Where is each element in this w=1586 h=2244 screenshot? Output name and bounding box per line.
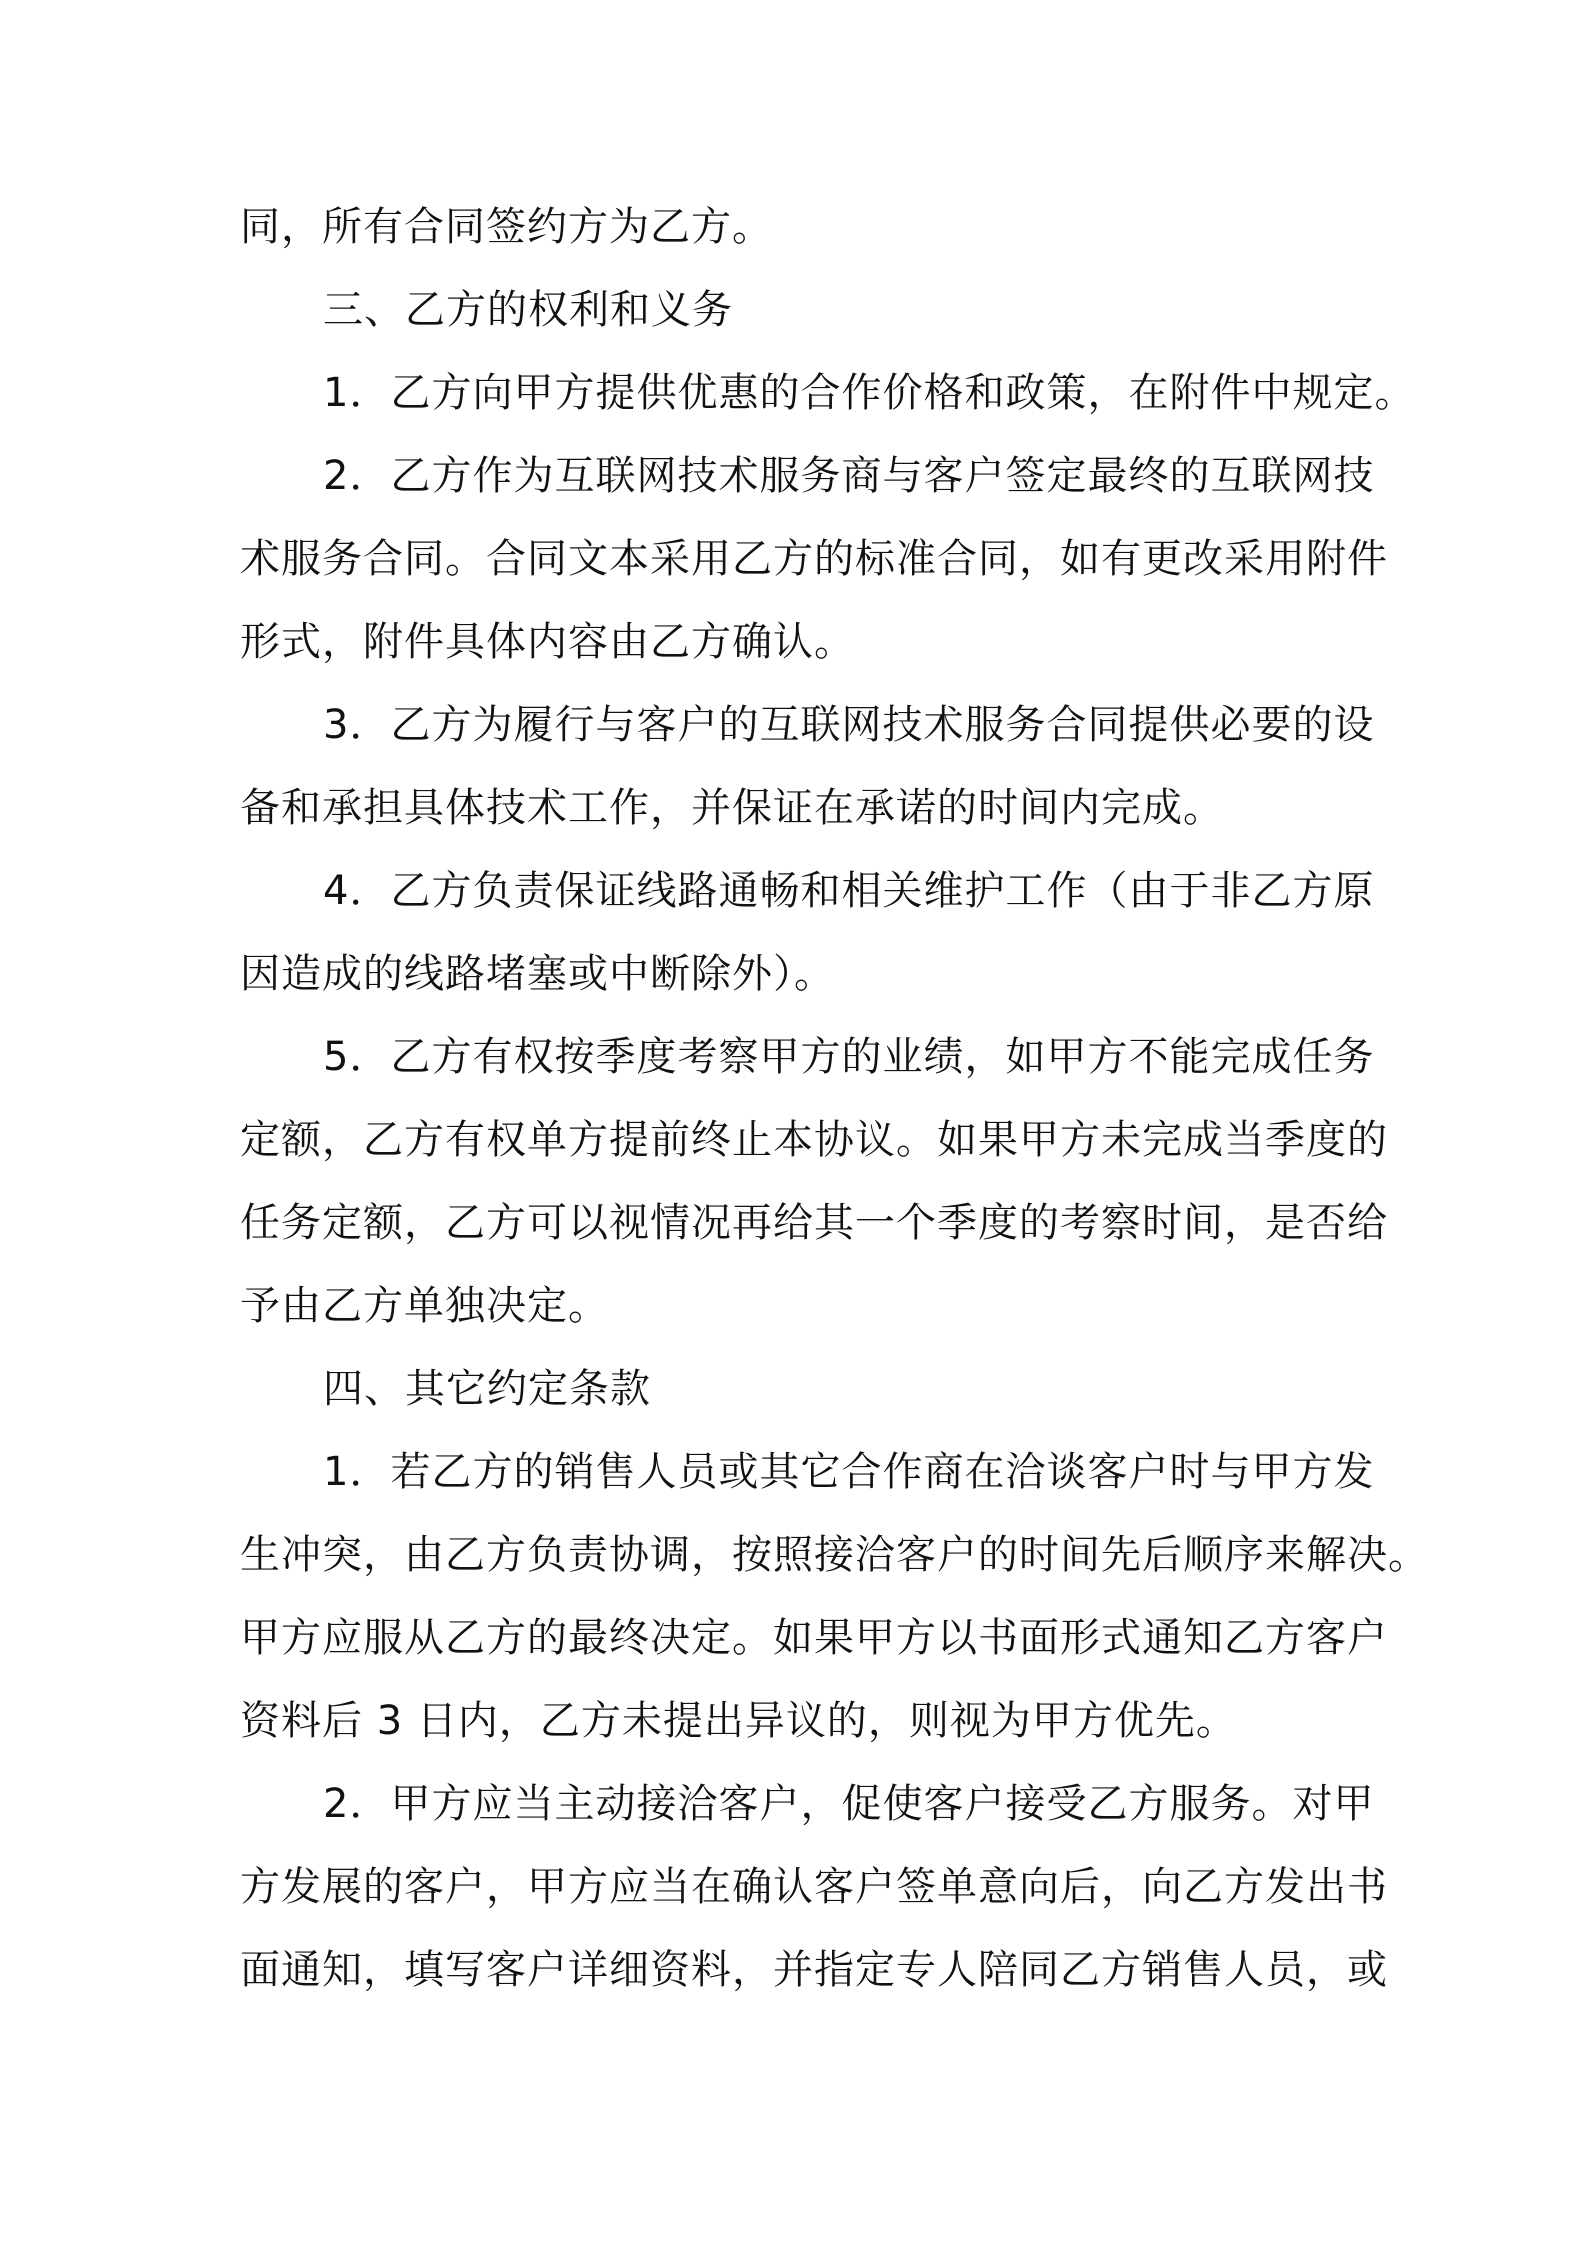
text-line: 定额，乙方有权单方提前终止本协议。如果甲方未完成当季度的 [240, 1117, 1388, 1163]
text-line: 任务定额，乙方可以视情况再给其一个季度的考察时间，是否给 [240, 1200, 1388, 1246]
text-line: 面通知，填写客户详细资料，并指定专人陪同乙方销售人员，或 [240, 1947, 1388, 1993]
text-line: 因造成的线路堵塞或中断除外）。 [240, 951, 835, 997]
text-line: 甲方应服从乙方的最终决定。如果甲方以书面形式通知乙方客户 [240, 1615, 1388, 1661]
text-line: 备和承担具体技术工作，并保证在承诺的时间内完成。 [240, 785, 1224, 831]
text-line: 术服务合同。合同文本采用乙方的标准合同，如有更改采用附件 [240, 536, 1388, 582]
text-line: 形式，附件具体内容由乙方确认。 [240, 619, 855, 665]
text-line: 2．甲方应当主动接洽客户，促使客户接受乙方服务。对甲 [323, 1781, 1375, 1827]
text-line: 1．若乙方的销售人员或其它合作商在洽谈客户时与甲方发 [323, 1449, 1375, 1495]
text-line: 4．乙方负责保证线路通畅和相关维护工作（由于非乙方原 [323, 868, 1375, 914]
text-line: 5．乙方有权按季度考察甲方的业绩，如甲方不能完成任务 [323, 1034, 1375, 1080]
section-heading: 四、其它约定条款 [323, 1366, 651, 1412]
text-line: 1．乙方向甲方提供优惠的合作价格和政策，在附件中规定。 [323, 370, 1416, 416]
document-body [240, 186, 1429, 2012]
text-line: 生冲突，由乙方负责协调，按照接洽客户的时间先后顺序来解决。 [240, 1532, 1429, 1578]
text-line: 方发展的客户，甲方应当在确认客户签单意向后，向乙方发出书 [240, 1864, 1388, 1910]
text-line: 2．乙方作为互联网技术服务商与客户签定最终的互联网技 [323, 453, 1375, 499]
text-line: 资料后 3 日内，乙方未提出异议的，则视为甲方优先。 [240, 1698, 1237, 1744]
text-line: 3．乙方为履行与客户的互联网技术服务合同提供必要的设 [323, 702, 1375, 748]
text-line: 予由乙方单独决定。 [240, 1283, 609, 1329]
section-heading: 三、乙方的权利和义务 [323, 287, 733, 333]
text-line: 同，所有合同签约方为乙方。 [240, 204, 773, 250]
